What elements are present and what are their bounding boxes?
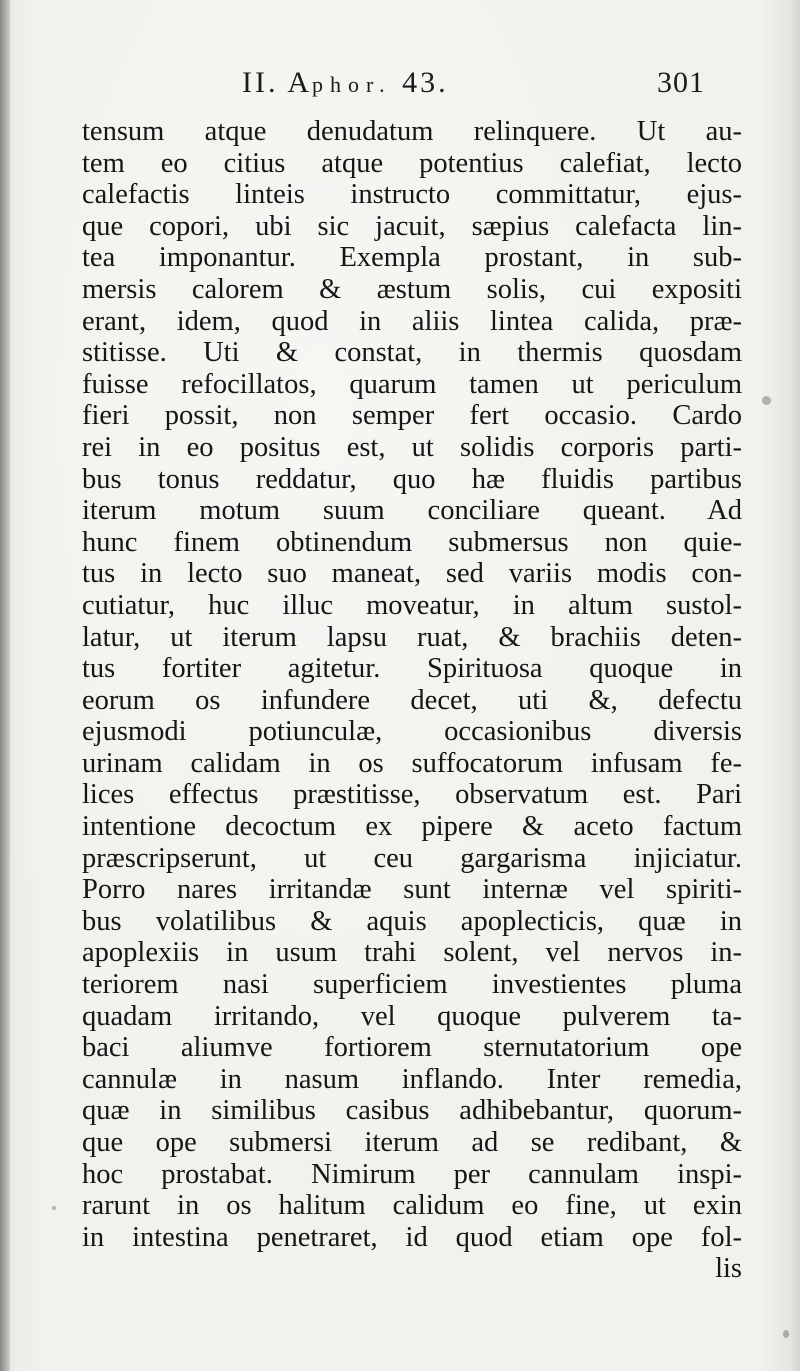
running-head [0,66,800,106]
paper-speck [762,396,771,405]
title-smallcaps: phor. [312,72,392,97]
text-line: tus fortiter agitetur. Spirituosa quoque in [82,653,742,685]
text-line: teriorem nasi superficiem investientes pluma [82,969,742,1001]
text-line: præscripserunt, ut ceu gargarisma injiciatur. [82,842,742,874]
page-gutter-shadow [0,0,10,1371]
title-suffix: 43. [391,66,449,99]
text-line: bus volatilibus & aquis apoplecticis, quæ in [82,905,742,937]
body-text [82,116,742,1285]
text-line: stitisse. Uti & constat, in thermis quosdam [82,337,742,369]
text-line: in intestina penetraret, id quod etiam ope fol- [82,1221,742,1253]
text-line: quadam irritando, vel quoque pulverem ta- [82,1000,742,1032]
page-number: 301 [657,66,705,99]
catchword: lis [715,1253,742,1285]
text-line: fieri possit, non semper fert occasio. Cardo [82,400,742,432]
text-line: iterum motum suum conciliare queant. Ad [82,495,742,527]
text-line: urinam calidam in os suffocatorum infusam fe- [82,747,742,779]
text-line: apoplexiis in usum trahi solent, vel nervos in- [82,937,742,969]
text-line: tus in lecto suo maneat, sed variis modis con- [82,558,742,590]
text-line: hoc prostabat. Nimirum per cannulam inspi- [82,1158,742,1190]
text-line: erant, idem, quod in aliis lintea calida, præ- [82,305,742,337]
text-line: rei in eo positus est, ut solidis corporis parti- [82,431,742,463]
text-line: cannulæ in nasum inflando. Inter remedia, [82,1063,742,1095]
text-line: bus tonus reddatur, quo hæ fluidis partibus [82,463,742,495]
text-line: intentione decoctum ex pipere & aceto factum [82,811,742,843]
text-line: que copori, ubi sic jacuit, sæpius calefacta lin- [82,210,742,242]
paper-speck [783,1330,789,1338]
text-line: baci aliumve fortiorem sternutatorium ope [82,1032,742,1064]
text-line: fuisse refocillatos, quarum tamen ut periculum [82,368,742,400]
text-line: tea imponantur. Exempla prostant, in sub- [82,242,742,274]
text-line: cutiatur, huc illuc moveatur, in altum sustol- [82,589,742,621]
text-line: mersis calorem & æstum solis, cui expositi [82,273,742,305]
text-line: quæ in similibus casibus adhibebantur, quorum- [82,1095,742,1127]
text-line: lices effectus præstitisse, observatum est. Pari [82,779,742,811]
text-line: Porro nares irritandæ sunt internæ vel spiriti- [82,874,742,906]
text-line: latur, ut iterum lapsu ruat, & brachiis deten- [82,621,742,653]
text-line: que ope submersi iterum ad se redibant, & [82,1127,742,1158]
text-line: hunc finem obtinendum submersus non quie- [82,526,742,558]
text-line: tensum atque denudatum relinquere. Ut au- [82,116,742,147]
text-line: tem eo citius atque potentius calefiat, lecto [82,147,742,179]
title-prefix: II. A [242,66,312,99]
text-line: rarunt in os halitum calidum eo fine, ut exin [82,1190,742,1222]
paper-speck [52,1206,56,1210]
text-line: calefactis linteis instructo committatur, ejus- [82,179,742,211]
text-line: eorum os infundere decet, uti &, defectu [82,684,742,716]
text-line: ejusmodi potiunculæ, occasionibus diversis [82,716,742,748]
running-head-title [242,66,449,100]
